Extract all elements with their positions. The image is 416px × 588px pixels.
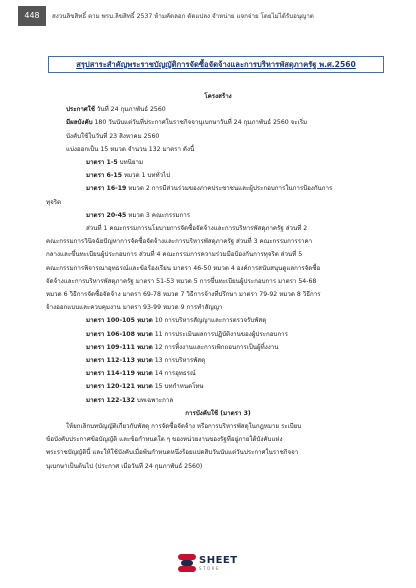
paragraph-line: พระราชบัญญัตินี้ และให้ใช้บังคับเมื่อพ้นกำหนดหนึ่งร้อยแปดสิบวันนับแต่วันประกาศในราชกิจจา <box>46 449 299 457</box>
paragraph-line: นุเบกษาเป็นต้นไป (ประกาศ เมื่อวันที่ 24 กุมภาพันธ์ 2560) <box>46 462 203 470</box>
logo-s-icon <box>178 554 196 572</box>
divided-text: แบ่งออกเป็น 15 หมวด จำนวน 132 มาตรา ดังนี้ <box>66 145 195 153</box>
paragraph-line: ให้ยกเลิกบทบัญญัติเกี่ยวกับพัสดุ การจัดซื้อจัดจ้าง หรือการบริหารพัสดุในกฎหมาย ระเบียบ <box>66 423 302 431</box>
paragraph-line: ส่วนที่ 1 คณะกรรมการนโยบายการจัดซื้อจัดจ้างและการบริหารพัสดุภาครัฐ ส่วนที่ 2 <box>86 225 308 233</box>
page-number: 448 <box>18 6 46 26</box>
section-item: มาตรา 20-45 หมวด 3 คณะกรรมการ <box>86 211 191 219</box>
section-item: มาตรา 106-108 หมวด 11 การประเมินผลการปฏิบัติงานของผู้ประกอบการ <box>86 330 288 338</box>
enforce-text: 180 วันนับแต่วันที่ประกาศในราชกิจจานุเบกษาวันที่ 24 กุมภาพันธ์ 2560 จะเริ่ม <box>92 119 308 127</box>
section-item: มาตรา 114-119 หมวด 14 การอุทธรณ์ <box>86 370 196 378</box>
section-item: มาตรา 109-111 หมวด 12 การทิ้งงานและการเพิกถอนการเป็นผู้ทิ้งงาน <box>86 343 279 351</box>
document-title: สรุปสาระสำคัญพระราชบัญญัติการจัดซื้อจัดจ้างและการบริหารพัสดุภาครัฐ พ.ศ.2560 <box>48 56 384 73</box>
enforce-line-2: บังคับใช้ในวันที่ 23 สิงหาคม 2560 <box>66 132 160 140</box>
copyright-notice: สงวนลิขสิทธิ์ ตาม พรบ.ลิขสิทธิ์ 2537 ห้ามคัดลอก ดัดแปลง จำหน่าย แจกจ่าย โดยไม่ได้รับอนุญาต <box>52 13 314 20</box>
document-body <box>46 90 390 473</box>
paragraph-line: คณะกรรมการวินิจฉัยปัญหาการจัดซื้อจัดจ้างและการบริหารพัสดุภาครัฐ ส่วนที่ 3 คณะกรรมการราคา <box>46 238 313 246</box>
paragraph-line: จัดจ้างและการบริหารพัสดุภาครัฐ มาตรา 51-53 หมวด 5 การขึ้นทะเบียนผู้ประกอบการ มาตรา 54-68 <box>46 277 317 285</box>
effective-label: ประกาศใช้ <box>66 106 95 114</box>
section-item: มาตรา 6-15 หมวด 1 บททั่วไป <box>86 172 171 180</box>
effective-text: วันที่ 24 กุมภาพันธ์ 2560 <box>94 106 166 114</box>
section-item: มาตรา 1-5 บทนิยาม <box>86 159 144 167</box>
paragraph-line: หมวด 6 วิธีการจัดซื้อจัดจ้าง มาตรา 69-78 หมวด 7 วิธีการจ้างที่ปรึกษา มาตรา 79-92 หมวด 8 วิธีการ <box>46 291 321 299</box>
section-item: มาตรา 120-121 หมวด 15 บทกำหนดโทษ <box>86 383 204 391</box>
paragraph-line: ข้อบังคับประกาศข้อบัญญัติ และข้อกำหนดใด ๆ ของหน่วยงานของรัฐที่อยู่ภายใต้บังคับแห่ง <box>46 436 283 444</box>
paragraph-line: กลางและขึ้นทะเบียนผู้ประกอบการ ส่วนที่ 4 คณะกรรมการความร่วมมือป้องกันการทุจริต ส่วนที่ 5 <box>46 251 303 259</box>
logo-main-text: SHEET <box>199 554 238 566</box>
section-item: มาตรา 100-105 หมวด 10 การบริหารสัญญาและการตรวจรับพัสดุ <box>86 317 267 325</box>
effective-date <box>46 103 390 116</box>
paragraph-line: จ้างออกแบบและควบคุมงาน มาตรา 93-99 หมวด 9 การทำสัญญา <box>46 304 223 312</box>
section-item-cont: ทุจริต <box>46 198 62 206</box>
section-item: มาตรา 16-19 หมวด 2 การมีส่วนร่วมของภาคประชาชนและผู้ประกอบการในการป้องกันการ <box>86 185 333 193</box>
paragraph-line: คณะกรรมการพิจารณาอุทธรณ์และข้อร้องเรียน มาตรา 46-50 หมวด 4 องค์การสนับสนุนดูแลการจัดซื้อ <box>46 264 321 272</box>
logo-sub-text: STORE <box>199 565 220 571</box>
section-item: มาตรา 112-113 หมวด 13 การบริหารพัสดุ <box>86 357 206 365</box>
enforce-line-1 <box>46 116 390 129</box>
sheet-store-logo <box>178 551 248 575</box>
section-item: มาตรา 122-132 บทเฉพาะกาล <box>86 396 174 404</box>
section-heading-enforcement: การบังคับใช้ (มาตรา 3) <box>185 409 251 417</box>
section-heading-structure: โครงสร้าง <box>204 93 232 100</box>
enforce-label: มีผลบังคับ <box>66 119 93 127</box>
